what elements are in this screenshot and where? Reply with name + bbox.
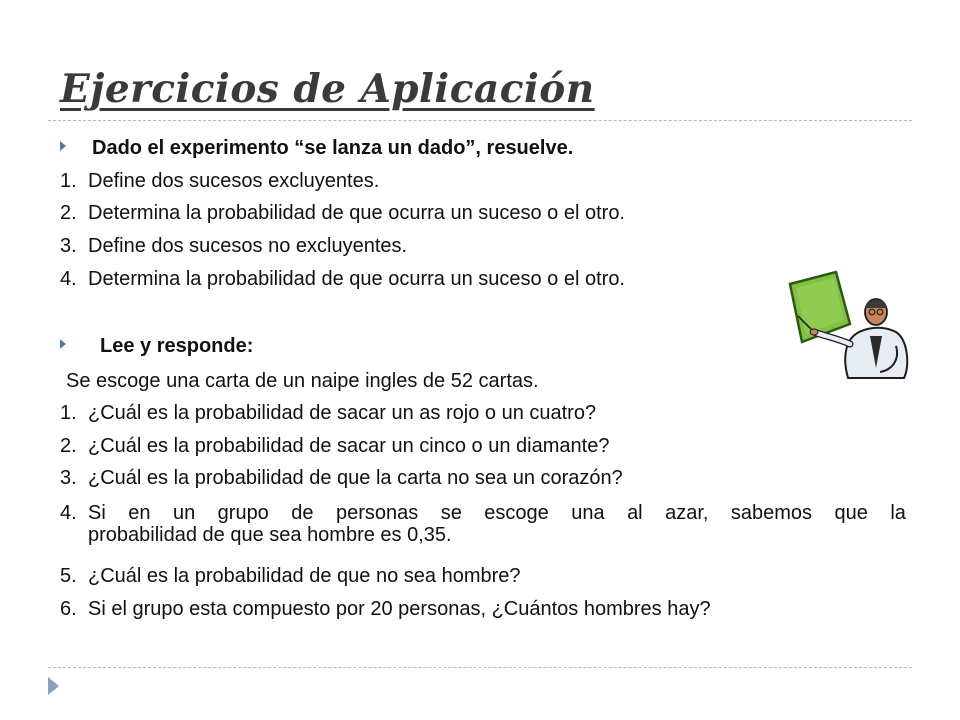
list-item: 1. Define dos sucesos excluyentes. [60, 170, 380, 192]
list-item: 4. Si en un grupo de personas se escoge una al azar, sabemos que la probabilidad de que sea hombre es 0,35. [60, 502, 906, 546]
list-item: 3. Define dos sucesos no excluyentes. [60, 235, 408, 257]
justified-word: grupo [217, 502, 269, 524]
section2-bullet-text: Lee y responde: [100, 335, 254, 357]
list-item: 2. Determina la probabilidad de que ocurra un suceso o el otro. [60, 202, 625, 224]
justified-word: que [834, 502, 868, 524]
justified-word: un [172, 502, 196, 524]
justified-line [88, 502, 906, 524]
justified-word: sabemos [730, 502, 813, 524]
justified-word: Si [88, 502, 106, 524]
list-item: 5. ¿Cuál es la probabilidad de que no sea hombre? [60, 565, 521, 587]
bullet-arrow-icon [60, 141, 66, 151]
bottom-divider [48, 667, 912, 668]
justified-word: de [291, 502, 314, 524]
bullet-arrow-icon [60, 339, 66, 349]
triangle-arrow-icon [48, 677, 59, 695]
section1-bullet-text: Dado el experimento “se lanza un dado”, resuelve. [92, 137, 574, 159]
justified-word: una [571, 502, 605, 524]
justified-word: al [627, 502, 643, 524]
list-item: 6. Si el grupo esta compuesto por 20 personas, ¿Cuántos hombres hay? [60, 598, 711, 620]
section1-bullet [60, 136, 910, 160]
justified-word: la [890, 502, 906, 524]
section2-bullet [60, 334, 910, 358]
teacher-at-chalkboard-icon [784, 270, 912, 380]
justified-word: en [128, 502, 151, 524]
top-divider [48, 120, 912, 121]
list-item: 4. Determina la probabilidad de que ocurra un suceso o el otro. [60, 268, 625, 290]
list-item: 2. ¿Cuál es la probabilidad de sacar un cinco o un diamante? [60, 435, 610, 457]
list-item: 1. ¿Cuál es la probabilidad de sacar un as rojo o un cuatro? [60, 402, 597, 424]
list-item: 3. ¿Cuál es la probabilidad de que la carta no sea un corazón? [60, 467, 623, 489]
justified-word: escoge [484, 502, 549, 524]
justified-word: se [440, 502, 462, 524]
slide-title: Ejercicios de Aplicación [60, 66, 595, 112]
justified-word: azar, [665, 502, 709, 524]
section2-intro: Se escoge una carta de un naipe ingles de 52 cartas. [66, 370, 539, 392]
justified-word: personas [335, 502, 419, 524]
